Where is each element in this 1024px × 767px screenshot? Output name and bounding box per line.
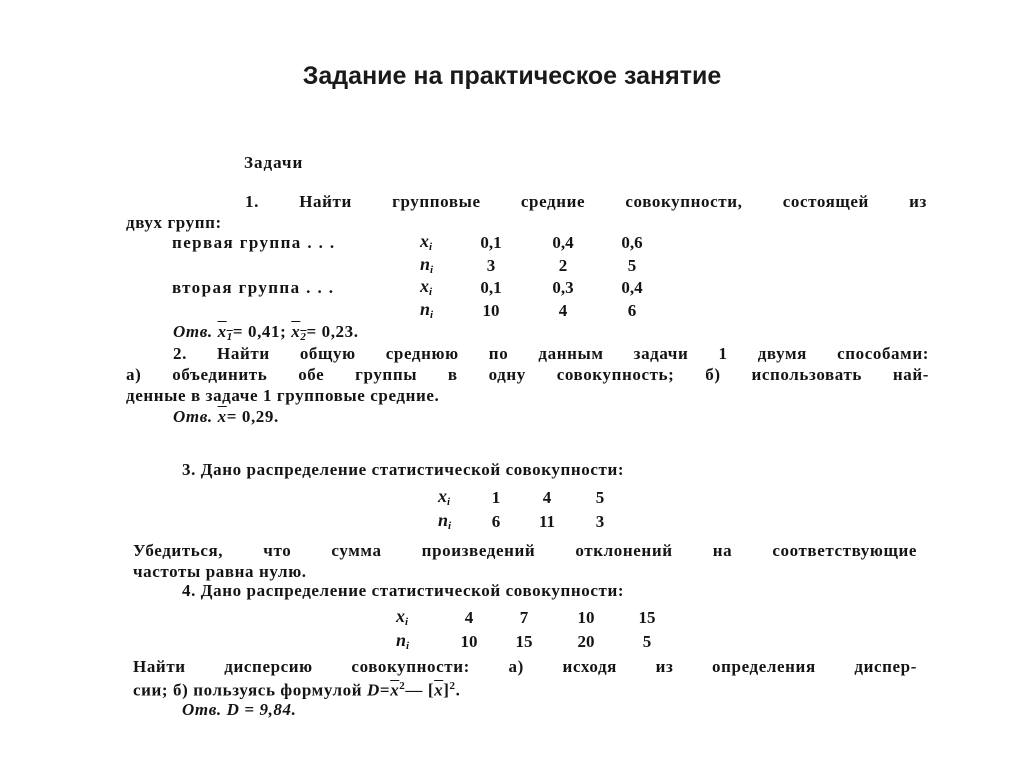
problem4-x-4: 15 — [638, 608, 656, 627]
problem3-line1: 3. Дано распределение статистической совокупности: — [182, 460, 625, 479]
problem4-line2: Найти дисперсию совокупности: а) исходя из определения диспер- — [133, 657, 917, 676]
section-heading: Задачи — [244, 153, 304, 172]
problem4-x-2: 7 — [519, 608, 529, 627]
problem4-answer: Отв. D = 9,84. — [182, 700, 297, 719]
group1-n-2: 2 — [558, 256, 568, 275]
group2-n-1: 10 — [482, 301, 500, 320]
problem4-n-2: 15 — [515, 632, 533, 651]
problem4-n-4: 5 — [642, 632, 652, 651]
group1-n-3: 5 — [627, 256, 637, 275]
problem4-line3: сии; б) пользуясь формулой $D=\overline{x}^2—$ $[\overline{x}]^2$. — [133, 680, 461, 700]
problem1-answer: Отв. $x_1= 0,41$; $x_2= 0,23$. — [173, 322, 359, 343]
group2-x-3: 0,4 — [621, 278, 643, 297]
slide-title: Задание на практическое занятие — [302, 62, 722, 90]
group1-x-1: 0,1 — [480, 233, 502, 252]
problem2-line3: денные в задаче 1 групповые средние. — [126, 386, 440, 405]
problem3-line3: частоты равна нулю. — [133, 562, 307, 581]
group1-x-symbol: $x_i$ — [420, 231, 433, 253]
problem3-n-1: 6 — [491, 512, 501, 531]
problem3-line2: Убедиться, что сумма произведений отклонений на соответствующие — [133, 541, 917, 560]
problem3-n-3: 3 — [595, 512, 605, 531]
group2-x-1: 0,1 — [480, 278, 502, 297]
problem1-line2: двух групп: — [126, 213, 222, 232]
problem4-n-symbol: $n_i$ — [396, 630, 410, 652]
group2-x-2: 0,3 — [552, 278, 574, 297]
group2-label: вторая группа . . . — [172, 278, 335, 297]
problem4-line1: 4. Дано распределение статистической совокупности: — [182, 581, 625, 600]
problem3-x-1: 1 — [491, 488, 501, 507]
problem4-x-symbol: $x_i$ — [396, 606, 409, 628]
problem3-n-2: 11 — [538, 512, 556, 531]
group1-x-2: 0,4 — [552, 233, 574, 252]
group2-n-symbol: $n_i$ — [420, 299, 434, 321]
group2-x-symbol: $x_i$ — [420, 276, 433, 298]
group1-x-3: 0,6 — [621, 233, 643, 252]
group1-n-symbol: $n_i$ — [420, 254, 434, 276]
problem4-n-3: 20 — [577, 632, 595, 651]
group2-n-3: 6 — [627, 301, 637, 320]
problem4-x-1: 4 — [464, 608, 474, 627]
problem2-line2: а) объединить обе группы в одну совокупность; б) использовать най- — [126, 365, 929, 384]
problem3-x-2: 4 — [542, 488, 552, 507]
problem2-answer: Отв. $\overline{x}= 0,29$. — [173, 407, 279, 426]
problem3-x-symbol: $x_i$ — [438, 486, 451, 508]
problem1-line1: 1. Найти групповые средние совокупности, состоящей из — [245, 192, 927, 211]
problem2-line1: 2. Найти общую среднюю по данным задачи 1 двумя способами: — [173, 344, 929, 363]
problem3-n-symbol: $n_i$ — [438, 510, 452, 532]
group1-label: первая группа . . . — [172, 233, 336, 252]
group1-n-1: 3 — [486, 256, 496, 275]
problem4-x-3: 10 — [577, 608, 595, 627]
problem4-n-1: 10 — [460, 632, 478, 651]
group2-n-2: 4 — [558, 301, 568, 320]
problem3-x-3: 5 — [595, 488, 605, 507]
